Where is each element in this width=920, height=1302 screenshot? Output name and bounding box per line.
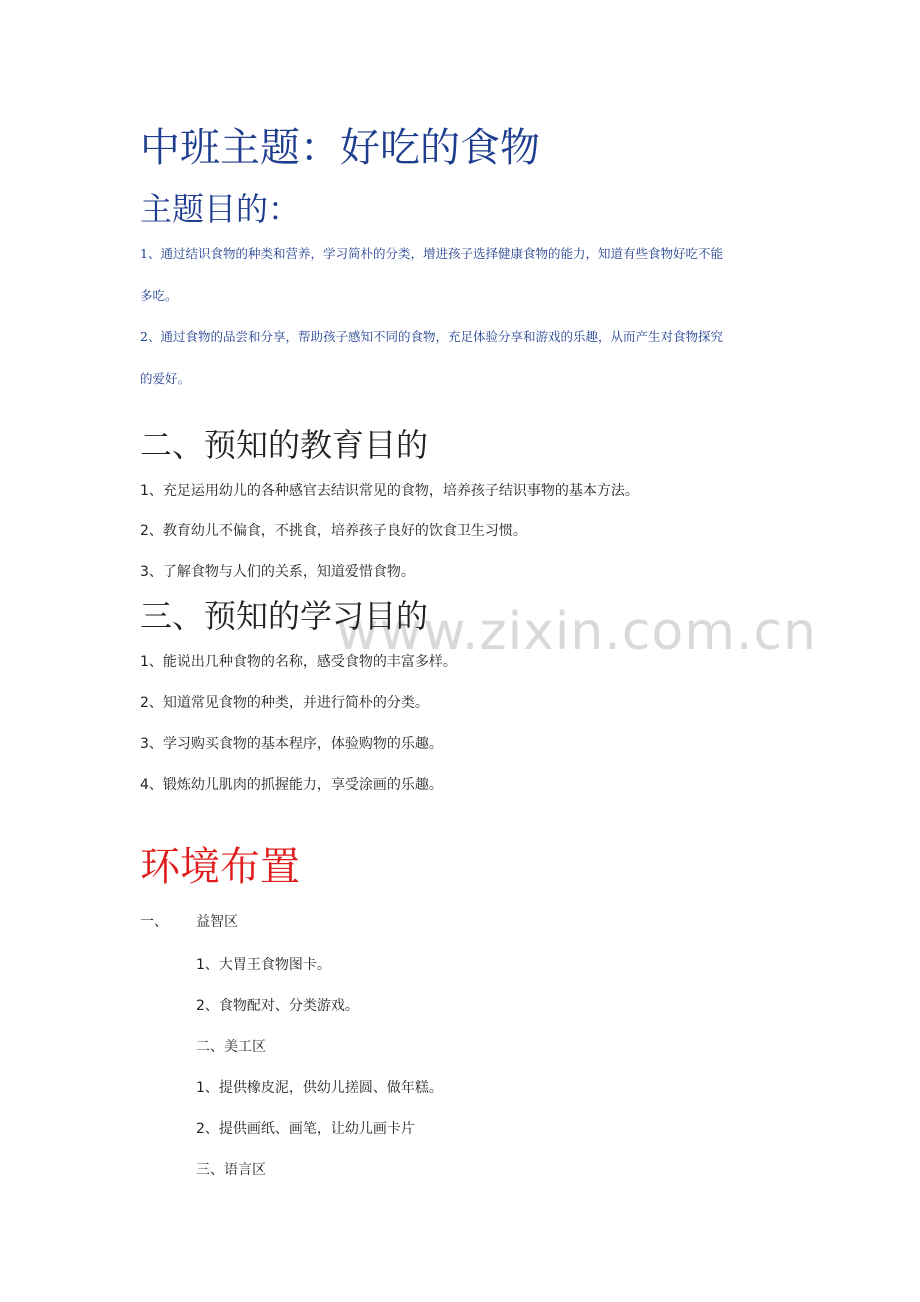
education-goal-item: 2、教育幼儿不偏食，不挑食，培养孩子良好的饮食卫生习惯。 [140, 523, 527, 539]
goal-line: 的爱好。 [140, 371, 191, 386]
learning-goal-item: 4、锻炼幼儿肌肉的抓握能力，享受涂画的乐趣。 [140, 777, 443, 793]
page-title: 中班主题：好吃的食物 [140, 125, 540, 171]
area-name-art: 二、美工区 [196, 1039, 266, 1055]
area-item: 1、提供橡皮泥，供幼儿搓圆、做年糕。 [196, 1080, 443, 1096]
goal-line: 1、通过结识食物的种类和营养，学习简朴的分类，增进孩子选择健康食物的能力，知道有些食物好吃不能 [140, 246, 723, 261]
education-goal-item: 3、了解食物与人们的关系，知道爱惜食物。 [140, 564, 415, 580]
goals-heading: 主题目的： [140, 190, 301, 228]
education-goal-item: 1、充足运用幼儿的各种感官去结识常见的食物，培养孩子结识事物的基本方法。 [140, 483, 639, 499]
environment-heading: 环境布置 [140, 844, 300, 890]
learning-goal-item: 3、学习购买食物的基本程序，体验购物的乐趣。 [140, 736, 443, 752]
area-name-language: 三、语言区 [196, 1162, 266, 1178]
area-number: 一、 [140, 914, 168, 930]
learning-goal-item: 1、能说出几种食物的名称，感受食物的丰富多样。 [140, 654, 457, 670]
area-name-puzzle: 益智区 [196, 914, 238, 930]
area-item: 1、大胃王食物图卡。 [196, 957, 331, 973]
area-item: 2、提供画纸、画笔，让幼儿画卡片 [196, 1121, 415, 1137]
learning-goal-item: 2、知道常见食物的种类，并进行简朴的分类。 [140, 695, 429, 711]
area-item: 2、食物配对、分类游戏。 [196, 998, 359, 1014]
goal-line: 多吃。 [140, 288, 178, 303]
watermark: www.zixin.com.cn [336, 602, 817, 662]
section-heading-education-goals: 二、预知的教育目的 [140, 426, 429, 464]
section-heading-learning-goals: 三、预知的学习目的 [140, 597, 429, 635]
goal-line: 2、通过食物的品尝和分享，帮助孩子感知不同的食物，充足体验分享和游戏的乐趣，从而产生对食物探究 [140, 329, 723, 344]
